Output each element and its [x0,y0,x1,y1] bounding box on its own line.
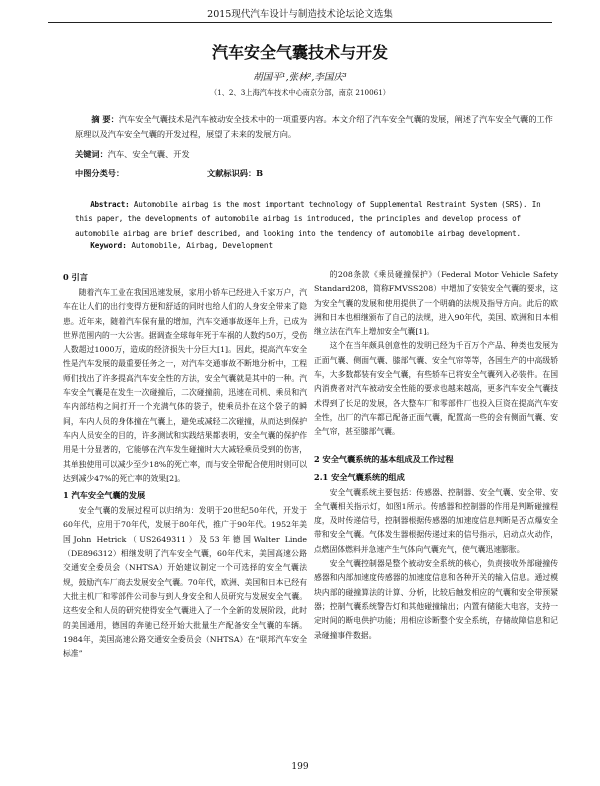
keywords-en [75,241,273,250]
section-heading: 2 安全气囊系统的基本组成及工作过程 [314,453,454,464]
abstract-en [75,198,557,241]
abstract-cn [75,112,557,142]
clc-label: 中图分类号： [75,168,125,178]
section-heading: 0 引言 [63,272,88,282]
page-number: 199 [291,762,309,772]
abstract-en-label: Abstract: [90,200,130,209]
paper-title: 汽车安全气囊技术与开发 [211,43,388,62]
section-heading: 2.1 安全气囊系统的组成 [314,471,405,482]
running-header: 2015现代汽车设计与制造技术论坛论文选集 [207,9,393,20]
keywords-en-text: Automobile, Airbag, Development [131,241,274,250]
section-heading: 1 汽车安全气囊的发展 [63,490,146,501]
keywords-cn [75,149,190,160]
body-paragraph: 这个在当年颇具创意性的发明已经为千百万个产品、种类也发展为正面气囊、侧面气囊、膝部气囊、安全气帘等等，各国生产的中高级轿车，大多数都装有安全气囊，有些轿车已将安全气囊列入必装件。在国内消费者对汽车被动安全性能的要求也越来越高，更多汽车安全气囊技术得到了长足的发展，各大整车厂和零部件厂也投入巨资在提高汽车安全性，出厂的汽车都已配备正面气囊，配置高一些的会有侧面气囊、安全气帘，甚至膝部气囊。 [314,341,558,437]
abstract-en-text: Automobile airbag is the most important technology of Supplemental Restraint System (SRS). In this paper, the developments of automobile airbag is introduced, the principles and develop process of automobile airbag are brief described, and looking into the tendency of automobile airbag development. [75,200,541,238]
author-affiliation: （1、2、3上海汽车技术中心南京分部，南京 210061） [209,88,390,97]
body-column-right [314,268,558,643]
body-paragraph: 随着汽车工业在我国迅速发展，家用小轿车已经进入千家万户，汽车在让人们的出行变得方便和舒适的同时也给人们的人身安全带来了隐患。近年来，随着汽车保有量的增加，汽车交通事故逐年上升，已成为世界范围内的一大公害。据调查全球每年死于车祸的人数约50万，受伤人数超过1000万，造成的经济损失十分巨大[1]。因此，提高汽车安全性是汽车发展的最重要任务之一，对汽车交通事故不断地分析中，工程师们找出了许多提高汽车安全性的方法，安全气囊就是其中的一种。汽车安全气囊是在发生一次碰撞后，二次碰撞前，迅速在司机、乘员和汽车内部结构之间打开一个充满气体的袋子，使乘员扑在这个袋子的瞬间，车内人员的身体撞在气囊上，避免或减轻二次碰撞，从而达到保护车内人员安全的目的，许多测试和实践结果都表明，安全气囊的保护作用是十分显著的，它能够在汽车发生碰撞时大大减轻乘员受到的伤害，其单独使用可以减少至少18%的死亡率，而与安全带配合使用时则可以达到减少47%的死亡率的效果[2]。 [63,288,307,483]
abstract-cn-label: 摘 要： [91,114,119,124]
body-paragraph: 安全气囊的发展过程可以归纳为：发明于20世纪50年代，开发于60年代，应用于70年代，发展于80年代，推广于90年代。1952年美国John Hetrick（US2649311）及53年德国Walter Linde（DE896312）相继发明了汽车安全气囊，60年代末，美国高速公路交通安全委员会（NHTSA）开始建议制定一个可选择的安全气囊法规，鼓励汽车厂商去发展安全气囊。70年代，欧洲、美国和日本已经有大批主机厂和零部件公司参与到人身安全和人员研究与发展安全气囊。这些安全和人员的研究使得安全气囊进入了一个全新的发展阶段，此时的美国通用，德国的奔驰已经开始大批量生产配备安全气囊的车辆。1984年，美国高速公路交通安全委员会（NHTSA）在“联邦汽车安全标准” [63,506,307,659]
classification-row [75,168,375,179]
body-paragraph: 安全气囊系统主要包括：传感器、控制器、安全气囊、安全带、安全气囊相关指示灯，如图1所示。传感器和控制器的作用是判断碰撞程度，及时传递信号，控制器根据传感器的加速度信息判断是否点爆安全带和安全气囊。气体发生器根据传递过来的信号指示，启动点火动作，点燃固体燃料并急速产生气体向气囊充气，使气囊迅速膨胀。 [314,487,558,554]
keywords-cn-text: 汽车、安全气囊、开发 [107,149,190,159]
body-column-left [63,268,307,661]
abstract-cn-text: 汽车安全气囊技术是汽车被动安全技术中的一项重要内容。本文介绍了汽车安全气囊的发展，阐述了汽车安全气囊的工作原理以及汽车安全气囊的开发过程，展望了未来的发展方向。 [75,114,553,139]
keywords-cn-label: 关键词： [75,149,108,159]
doc-code-label: 文献标识码：B [207,168,264,178]
body-paragraph: 的208条款《乘员碰撞保护》（Federal Motor Vehicle Safety Standard208，简称FMVSS208）中增加了安装安全气囊的要求，这为安全气囊的发展和使用提供了一个明确的法规及指导方向。此后的欧洲和日本也相继颁布了自己的法规，进入90年代，美国、欧洲和日本相继立法在汽车上增加安全气囊[1]。 [314,270,558,337]
body-paragraph: 安全气囊控制器是整个被动安全系统的核心，负责接收外部碰撞传感器和内部加速度传感器的加速度信息和各种开关的输入信息。通过模块内部的碰撞算法的计算、分析，比较后触发相应的气囊和安全带预紧器；控制气囊系统警告灯和其他碰撞输出；内置有储能大电容，支持一定时间的断电供护功能；用相应诊断整个安全系统，存储故障信息和记录碰撞事件数据。 [314,559,558,640]
keywords-en-label: Keyword: [90,241,127,250]
header-rule [48,22,552,23]
paper-authors: 胡国平¹,张林²,李国庆³ [253,72,347,83]
